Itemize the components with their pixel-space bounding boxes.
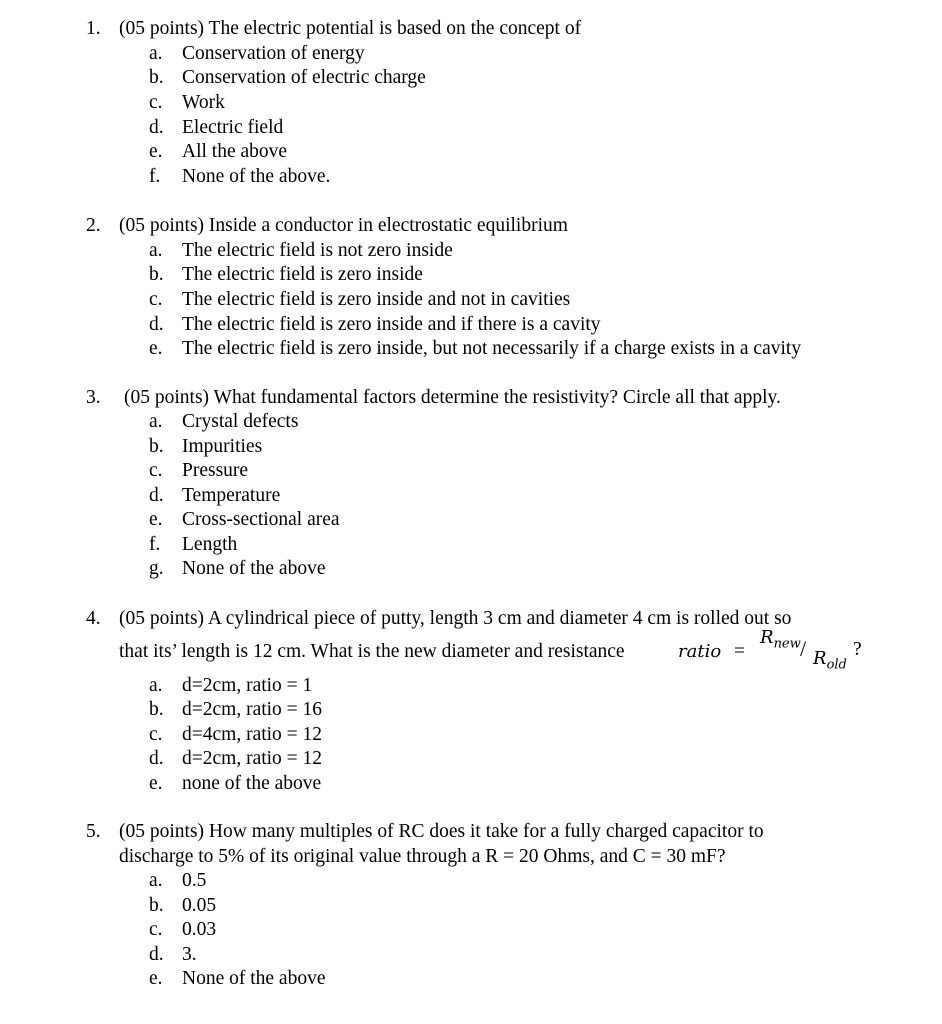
option-letter: e. xyxy=(149,141,163,162)
math-equals: = xyxy=(734,641,745,662)
option-letter: d. xyxy=(149,944,164,965)
option-letter: e. xyxy=(149,338,163,359)
option-letter: a. xyxy=(149,240,163,261)
option-text: Electric field xyxy=(182,117,284,138)
fraction-denominator: $R_{old}$ xyxy=(813,648,847,673)
option-text: 0.03 xyxy=(182,919,217,940)
option-text: 0.05 xyxy=(182,895,217,916)
option-letter: e. xyxy=(149,773,163,794)
option-letter: f. xyxy=(149,166,161,187)
option-text: Conservation of energy xyxy=(182,43,365,64)
question-stem-line-2: discharge to 5% of its original value through a R = 20 Ohms, and C = 30 mF? xyxy=(119,846,726,867)
math-ratio: ratio xyxy=(678,641,722,662)
option-letter: g. xyxy=(149,558,164,579)
option-letter: d. xyxy=(149,485,164,506)
option-letter: b. xyxy=(149,264,164,285)
question-stem: (05 points) Inside a conductor in electrostatic equilibrium xyxy=(119,215,568,236)
option-text: Length xyxy=(182,534,238,555)
option-text: Crystal defects xyxy=(182,411,299,432)
option-text: The electric field is zero inside and if there is a cavity xyxy=(182,314,601,335)
question-stem: (05 points) What fundamental factors determine the resistivity? Circle all that apply. xyxy=(124,387,781,408)
option-letter: c. xyxy=(149,92,163,113)
option-text: All the above xyxy=(182,141,288,162)
option-text: Work xyxy=(182,92,225,113)
option-text: The electric field is zero inside xyxy=(182,264,423,285)
option-letter: a. xyxy=(149,675,163,696)
question-stem: (05 points) The electric potential is based on the concept of xyxy=(119,18,582,39)
option-letter: e. xyxy=(149,968,163,989)
option-letter: c. xyxy=(149,460,163,481)
question-number: 3. xyxy=(86,387,101,408)
option-text: 3. xyxy=(182,944,197,965)
option-letter: e. xyxy=(149,509,163,530)
option-text: none of the above xyxy=(182,773,322,794)
fraction-numerator: $R_{new}$ xyxy=(760,627,801,652)
option-text: Pressure xyxy=(182,460,249,481)
option-letter: c. xyxy=(149,919,163,940)
option-letter: a. xyxy=(149,43,163,64)
option-letter: a. xyxy=(149,870,163,891)
option-letter: d. xyxy=(149,117,164,138)
option-text: None of the above xyxy=(182,968,326,989)
question-stem-line-1: (05 points) A cylindrical piece of putty, length 3 cm and diameter 4 cm is rolled out so xyxy=(119,608,792,629)
question-number: 4. xyxy=(86,608,101,629)
question-number: 5. xyxy=(86,821,101,842)
option-text: The electric field is zero inside and not in cavities xyxy=(182,289,571,310)
option-letter: b. xyxy=(149,699,164,720)
option-text: d=2cm, ratio = 1 xyxy=(182,675,313,696)
option-text: The electric field is not zero inside xyxy=(182,240,453,261)
option-letter: f. xyxy=(149,534,161,555)
option-letter: a. xyxy=(149,411,163,432)
option-text: d=2cm, ratio = 12 xyxy=(182,748,323,769)
option-text: Temperature xyxy=(182,485,281,506)
option-letter: b. xyxy=(149,436,164,457)
fraction-slash: / xyxy=(800,636,807,661)
option-text: The electric field is zero inside, but not necessarily if a charge exists in a cavity xyxy=(182,338,802,359)
option-text: None of the above xyxy=(182,558,326,579)
option-text: Cross-sectional area xyxy=(182,509,340,530)
option-text: d=4cm, ratio = 12 xyxy=(182,724,323,745)
option-text: d=2cm, ratio = 16 xyxy=(182,699,323,720)
option-text: Conservation of electric charge xyxy=(182,67,426,88)
option-text: 0.5 xyxy=(182,870,207,891)
question-mark: ? xyxy=(853,639,862,660)
question-number: 1. xyxy=(86,18,101,39)
question-stem-line-1: (05 points) How many multiples of RC does it take for a fully charged capacitor to xyxy=(119,821,764,842)
option-letter: d. xyxy=(149,748,164,769)
option-letter: b. xyxy=(149,67,164,88)
question-stem-line-2: that its’ length is 12 cm. What is the new diameter and resistance xyxy=(119,641,625,662)
option-letter: d. xyxy=(149,314,164,335)
option-letter: c. xyxy=(149,724,163,745)
question-number: 2. xyxy=(86,215,101,236)
option-letter: b. xyxy=(149,895,164,916)
option-letter: c. xyxy=(149,289,163,310)
option-text: Impurities xyxy=(182,436,263,457)
option-text: None of the above. xyxy=(182,166,331,187)
